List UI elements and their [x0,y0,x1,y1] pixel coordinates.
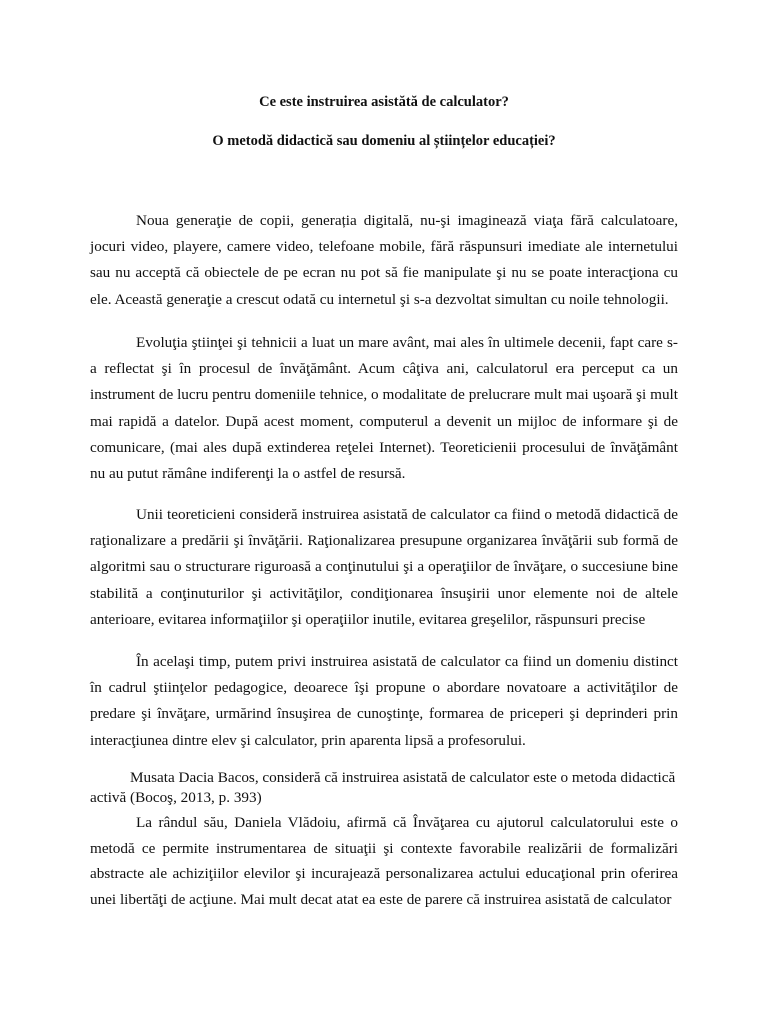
paragraph: Unii teoreticieni consideră instruirea asistată de calculator ca fiind o metodă didactică de raţionalizare a predării şi învăţării. Raţionalizarea presupune organizarea învăţării sub formă de algoritmi sau o structurare riguroasă a conţinutului şi a operaţiilor de învăţare, o succesiune bine stabilită a conţinuturilor şi activităţilor, condiţionarea însuşirii unor elemente noi de altele anterioare, evitarea informaţiilor şi operaţiilor inutile, evitarea greşelilor, răspunsuri precise [90,506,678,628]
paragraph: La rândul său, Daniela Vlădoiu, afirmă că Învăţarea cu ajutorul calculatorului este o metodă ce permite instrumentarea de situaţii şi contexte favorabile realizării de formalizări abstracte ale achiziţiilor elevilor şi incurajează personalizarea actului educaţional prin oferirea unei libertăţi de acţiune. Mai mult decat atat ea este de parere că instruirea asistată de calculator [90,814,678,908]
paragraph: Evoluţia ştiinţei şi tehnicii a luat un mare avânt, mai ales în ultimele decenii, fapt care s-a reflectat şi în procesul de învăţământ. Acum câţiva ani, calculatorul era perceput ca un instrument de lucru pentru domeniile tehnice, o modalitate de prelucrare mult mai uşoară şi mult mai rapidă a datelor. După acest moment, computerul a devenit un mijloc de informare şi de comunicare, (mai ales după extinderea reţelei Internet). Teoreticienii procesului de învăţământ nu au putut rămâne indiferenţi la o astfel de resursă. [90,334,678,483]
paragraph: Noua generaţie de copii, generația digitală, nu-şi imaginează viaţa fără calculatoare, jocuri video, playere, camere video, telefoane mobile, fără răspunsuri imediate ale internetului sau nu acceptă că obiectele de pe ecran nu pot să fie manipulate şi nu se poate interacţiona cu ele. Această generaţie a crescut odată cu internetul şi s-a dezvoltat simultan cu noile tehnologii. [90,212,678,308]
document-title: Ce este instruirea asistătă de calculator? [259,94,509,110]
paragraph-citation: Musata Dacia Bacos, consideră că instruirea asistată de calculator este o metoda didactică activă (Bocoş, 2013, p. 393) [90,769,676,806]
document-subtitle: O metodă didactică sau domeniu al științelor educației? [212,133,556,149]
paragraph: În acelaşi timp, putem privi instruirea asistată de calculator ca fiind un domeniu distinct în cadrul ştiinţelor pedagogice, deoarece îşi propune o abordare novatoare a activităţilor de predare şi învăţare, urmărind însuşirea de cunoştinţe, formarea de priceperi şi deprinderi prin interacţiunea dintre elev şi calculator, prin aparenta lipsă a profesorului. [90,653,678,749]
